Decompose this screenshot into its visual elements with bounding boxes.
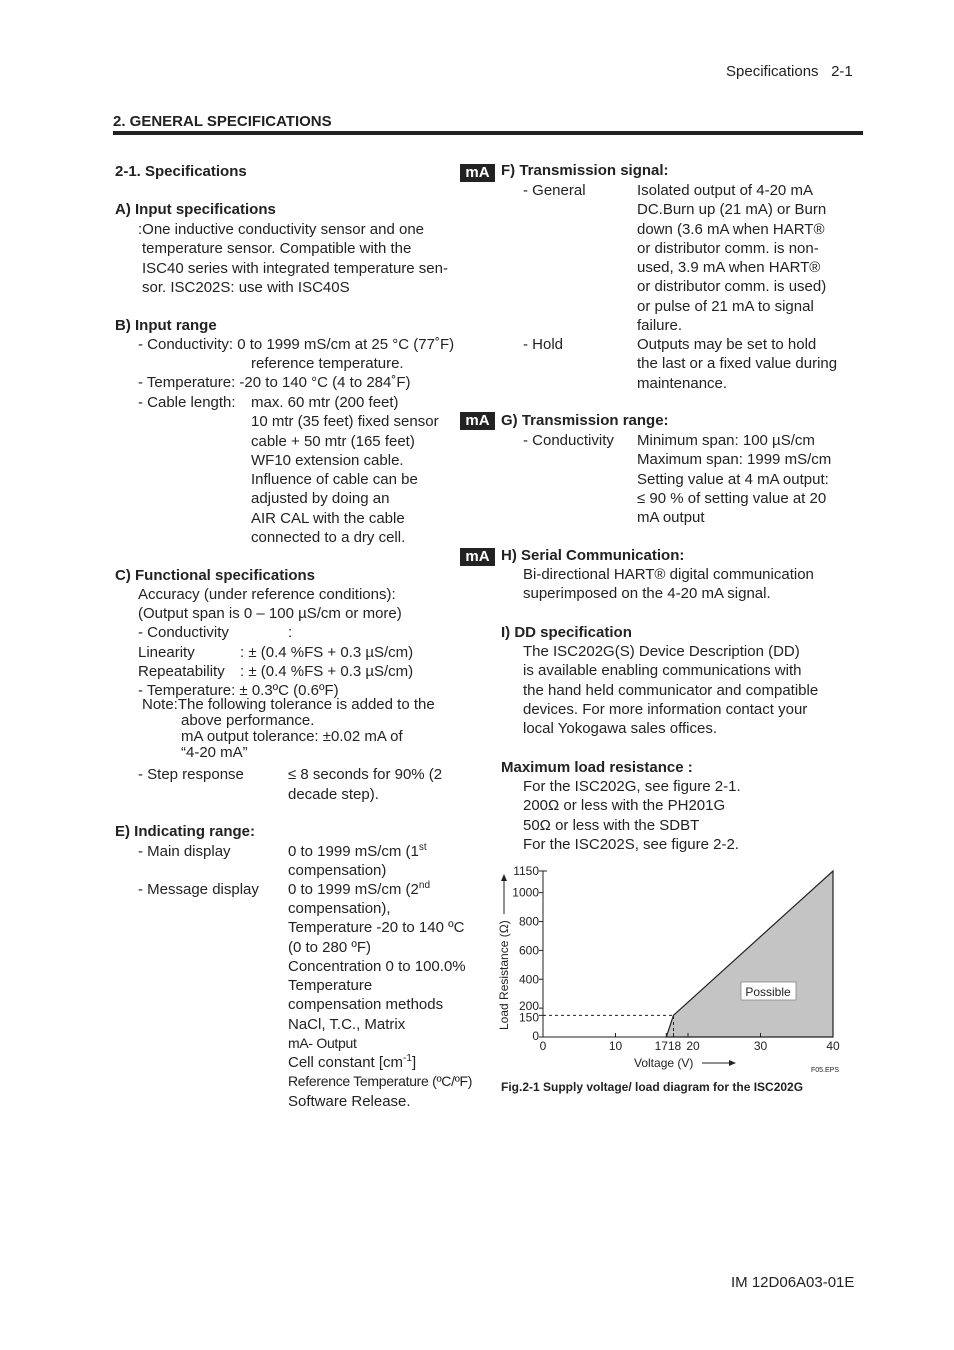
serial-comm-heading: H) Serial Communication: [501,547,685,564]
input-spec-heading: A) Input specifications [115,201,276,218]
software-release-item: Software Release. [288,1093,411,1110]
step-response-label: - Step response [138,766,244,783]
y-tick-label: 0 [532,1029,539,1043]
x-axis-arrow-head [729,1060,736,1066]
x-tick-label: 40 [826,1039,840,1053]
possible-region [666,871,833,1037]
accuracy-text: Accuracy (under reference conditions): (Output span is 0 – 100 µS/cm or more) [138,586,402,623]
header-section: Specifications [726,63,819,80]
y-tick-label: 1000 [512,885,539,900]
input-range-conductivity: - Conductivity: 0 to 1999 mS/cm at 25 °C (77˚F) [138,336,455,353]
x-tick-label: 17 [654,1039,668,1053]
linearity-value: : ± (0.4 %FS + 0.3 µS/cm) [240,644,414,661]
range-conductivity-label: - Conductivity [523,432,614,449]
ma-badge: mA [460,412,495,430]
message-display-list: compensation), Temperature -20 to 140 ºC (0 to 280 ºF) Concentration 0 to 100.0% Temperature compensation methods NaCl, T.C., Matrix [288,900,466,1033]
accuracy-temperature: - Temperature: ± 0.3ºC (0.6ºF) [138,682,339,699]
range-conductivity-text: Minimum span: 100 µS/cm Maximum span: 1999 mS/cm Setting value at 4 mA output: ≤ 90 % of setting value at 20 mA output [637,432,832,527]
tolerance-note-2: above performance. [181,712,315,729]
input-range-temperature: - Temperature: -20 to 140 °C (4 to 284˚F) [138,374,411,391]
hold-label: - Hold [523,336,564,353]
figure-file-label: F05.EPS [811,1067,840,1074]
input-spec-text: :One inductive conductivity sensor and one temperature sensor. Compatible with the ISC40 series with integrated temperature sen- sor. ISC202S: use with ISC40S [138,221,448,296]
y-tick-label: 200 [518,999,539,1014]
document-id: IM 12D06A03-01E [731,1274,855,1291]
y-tick-label: 800 [518,914,539,929]
figure-caption: Fig.2-1 Supply voltage/ load diagram for the ISC202G [501,1080,804,1094]
hold-text: Outputs may be set to hold the last or a fixed value during maintenance. [637,336,838,392]
transmission-range-heading: G) Transmission range: [501,412,669,429]
header-page-number: 2-1 [831,63,853,80]
input-range-heading: B) Input range [115,317,217,334]
functional-spec-heading: C) Functional specifications [115,567,316,584]
ma-output-item: mA- Output [288,1035,357,1051]
subsection-title: 2-1. Specifications [115,163,247,180]
y-tick-label: 1150 [513,864,539,878]
max-load-text: For the ISC202G, see figure 2-1. 200Ω or less with the PH201G 50Ω or less with the SDBT For the ISC202S, see figure 2-2. [523,778,741,853]
ma-badge: mA [460,164,495,182]
message-display-label: - Message display [138,881,259,898]
accuracy-conductivity-label: - Conductivity [138,624,229,641]
x-tick-label: 20 [686,1039,700,1053]
x-tick-label: 18 [667,1039,682,1053]
transmission-signal-heading: F) Transmission signal: [501,162,669,179]
linearity-label: Linearity [138,644,195,661]
step-response-value-2: decade step). [288,786,379,803]
dd-spec-text: The ISC202G(S) Device Description (DD) is available enabling communications with the hand held communicator and compatible devices. For more information contact your local Yokogawa sales offices. [523,643,819,738]
cable-length-text: max. 60 mtr (200 feet) 10 mtr (35 feet) fixed sensor cable + 50 mtr (165 feet) WF10 extension cable. Influence of cable can be adjusted by doing an AIR CAL with the cable connected to a dry cell. [251,394,439,547]
step-response-value: ≤ 8 seconds for 90% (2 [288,766,443,783]
tolerance-note-3: mA output tolerance: ±0.02 mA of [181,728,403,745]
page-title: 2. GENERAL SPECIFICATIONS [113,113,332,130]
x-tick-label: 30 [753,1039,768,1053]
y-axis-label: Load Resistance (Ω) [497,920,511,1030]
main-display-value: 0 to 1999 mS/cm (1st [288,842,427,860]
y-tick-label: 600 [518,943,539,958]
message-display-value: 0 to 1999 mS/cm (2nd [288,880,431,898]
indicating-range-heading: E) Indicating range: [115,823,256,840]
cell-constant-item: Cell constant $[cm^{-1}]$ [288,1053,417,1071]
x-axis-label: Voltage (V) [634,1056,694,1070]
dd-spec-heading: I) DD specification [501,624,632,641]
possible-label: Possible [745,985,791,999]
cable-length-label: - Cable length: [138,394,236,411]
tolerance-note-4: “4-20 mA” [181,744,248,761]
x-tick-label: 10 [608,1039,623,1053]
serial-comm-text: Bi-directional HART® digital communication superimposed on the 4-20 mA signal. [523,566,814,603]
reference-temperature-item: Reference Temperature (ºC/ºF) [288,1073,473,1089]
main-display-value-2: compensation) [288,862,387,879]
y-tick-label: 400 [518,972,539,987]
general-text: Isolated output of 4-20 mA DC.Burn up (21 mA) or Burn down (3.6 mA when HART® or distributor comm. is non- used, 3.9 mA when HART® or distributor comm. is used) or pulse of 21 mA to signal failure. [637,182,827,335]
tolerance-note: Note:The following tolerance is added to the [142,696,435,713]
ma-badge: mA [460,548,495,566]
max-load-heading: Maximum load resistance : [501,759,693,776]
input-range-conductivity-note: reference temperature. [251,355,404,372]
general-label: - General [523,182,586,199]
repeatability-value: : ± (0.4 %FS + 0.3 µS/cm) [240,663,414,680]
x-tick-label: 0 [539,1039,547,1053]
y-axis-arrow-head [501,874,507,881]
accuracy-conductivity-colon: : [288,624,293,641]
y-tick-label: 150 [518,1010,539,1025]
repeatability-label: Repeatability [138,663,225,680]
main-display-label: - Main display [138,843,231,860]
